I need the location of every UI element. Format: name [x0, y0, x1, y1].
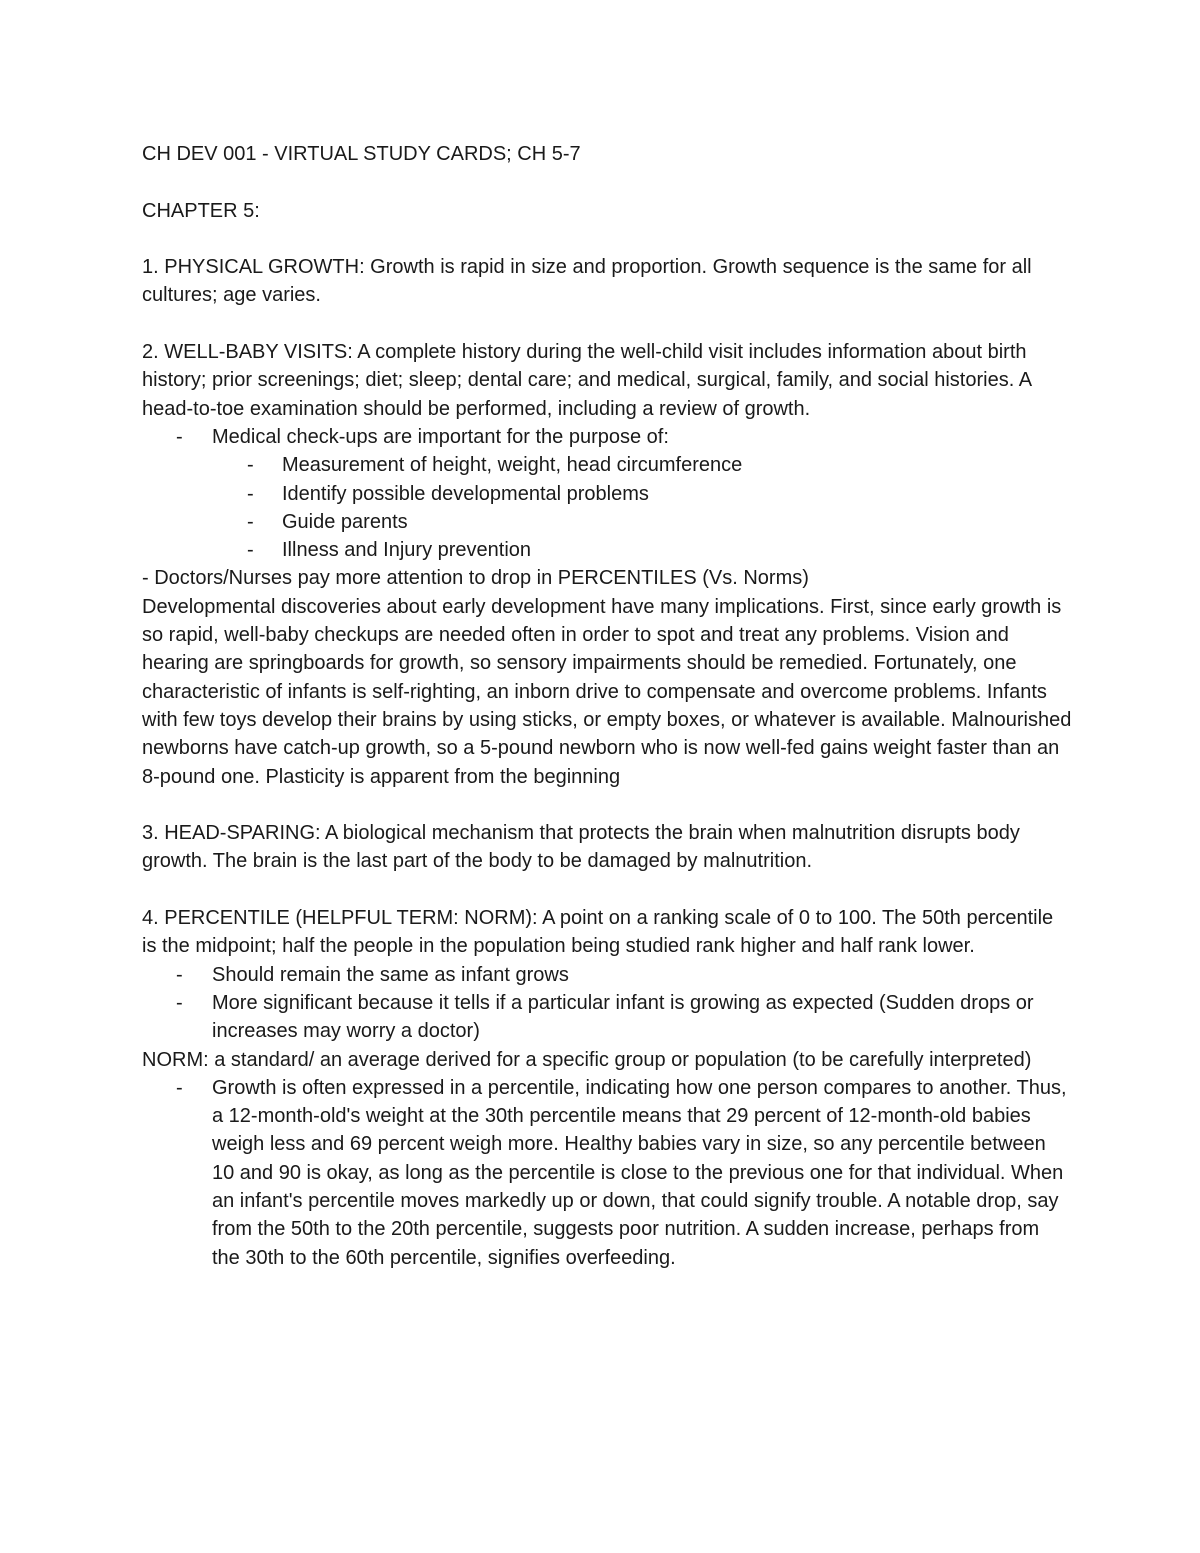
bullet-dash: - — [176, 963, 183, 986]
item-percentile: 4. PERCENTILE (HELPFUL TERM: NORM): A point on a ranking scale of 0 to 100. The 50th percentile is the midpoint; half the people in the population being studied rank higher and half rank lower. — [142, 907, 1054, 958]
list-item-text: Identify possible developmental problems — [282, 482, 649, 505]
percentile-note: - Doctors/Nurses pay more attention to drop in PERCENTILES (Vs. Norms) — [142, 567, 809, 590]
list-item — [142, 423, 1072, 451]
bullet-dash: - — [176, 1076, 183, 1099]
norm-definition: NORM: a standard/ an average derived for a specific group or population (to be carefully interpreted) — [142, 1048, 1032, 1071]
list-item — [142, 989, 1072, 1046]
list-item-text: Measurement of height, weight, head circumference — [282, 454, 743, 477]
list-item-text: Growth is often expressed in a percentile, indicating how one person compares to another. Thus, a 12-month-old's weight at the 30th percentile means that 29 percent of 12-month-old babies weigh less and 69 percent weigh more. Healthy babies vary in size, so any percentile between 10 and 90 is okay, as long as the percentile is close to the previous one for that individual. When an infant's percentile moves markedly up or down, that could signify trouble. A notable drop, say from the 50th to the 20th percentile, suggests poor nutrition. A sudden increase, perhaps from the 30th to the 60th percentile, signifies overfeeding. — [212, 1076, 1067, 1269]
list-item-text: Illness and Injury prevention — [282, 539, 532, 562]
spacer — [142, 310, 1072, 338]
bullet-dash: - — [247, 482, 254, 505]
list-item — [142, 961, 1072, 989]
list-item-text: More significant because it tells if a particular infant is growing as expected (Sudden drops or increases may worry a doctor) — [212, 991, 1034, 1043]
list-item — [142, 451, 1072, 479]
list-item — [142, 508, 1072, 536]
list-item-text: Should remain the same as infant grows — [212, 963, 569, 986]
chapter-heading: CHAPTER 5: — [142, 199, 260, 222]
list-item — [142, 536, 1072, 564]
bullet-dash: - — [247, 539, 254, 562]
spacer — [142, 791, 1072, 819]
spacer — [142, 876, 1072, 904]
item-physical-growth: 1. PHYSICAL GROWTH: Growth is rapid in size and proportion. Growth sequence is the same for all cultures; age varies. — [142, 256, 1032, 307]
developmental-discoveries-paragraph: Developmental discoveries about early development have many implications. First, since early growth is so rapid, well-baby checkups are needed often in order to spot and treat any problems. Vision and hearing are springboards for growth, so sensory impairments should be remedied. Fortunately, one characteristic of infants is self-righting, an inborn drive to compensate and overcome problems. Infants with few toys develop their brains by using sticks, or empty boxes, or whatever is available. Malnourished newborns have catch-up growth, so a 5-pound newborn who is now well-fed gains weight faster than an 8-pound one. Plasticity is apparent from the beginning — [142, 595, 1072, 788]
spacer — [142, 225, 1072, 253]
list-item — [142, 1074, 1072, 1272]
list-item — [142, 480, 1072, 508]
spacer — [142, 168, 1072, 196]
item-head-sparing: 3. HEAD-SPARING: A biological mechanism that protects the brain when malnutrition disrupts body growth. The brain is the last part of the body to be damaged by malnutrition. — [142, 822, 1020, 873]
document-title: CH DEV 001 - VIRTUAL STUDY CARDS; CH 5-7 — [142, 143, 581, 165]
list-item-text: Medical check-ups are important for the purpose of: — [212, 425, 669, 448]
bullet-dash: - — [176, 425, 183, 448]
bullet-dash: - — [247, 454, 254, 477]
item-well-baby-visits: 2. WELL-BABY VISITS: A complete history during the well-child visit includes information about birth history; prior screenings; diet; sleep; dental care; and medical, surgical, family, and social histories. A head-to-toe examination should be performed, including a review of growth. — [142, 341, 1031, 420]
document-page — [142, 140, 1072, 1272]
bullet-dash: - — [247, 510, 254, 533]
list-item-text: Guide parents — [282, 510, 408, 533]
bullet-dash: - — [176, 991, 183, 1014]
